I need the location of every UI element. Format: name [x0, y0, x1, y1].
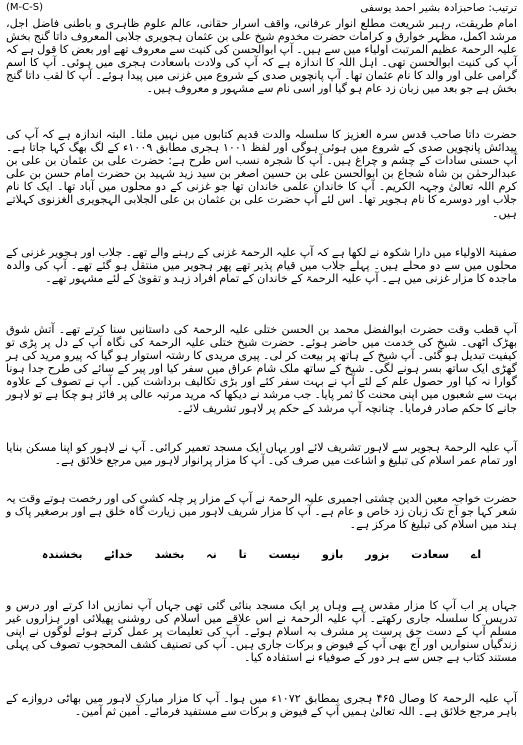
page-header	[6, 0, 517, 16]
paragraph-origin: صفینۃ الاولیاء میں دارا شکوہ نے لکھا ہے کہ آپ علیہ الرحمۃ غزنی کے رہنے والے تھے۔ جلاب اور ہجویر غزنی کے محلوں میں سے دو محلے ہیں۔ پہلے جلاب میں قیام پذیر تھے پھر ہجویر میں منتقل ہو گئے تھے۔ آپ کی والدہ ماجدہ کا مزار غزنی میں ہے۔ آپ علیہ الرحمۃ کے خاندان کے تمام افراد زہد و تقویٰ کے لئے مشہور تھے۔	[6, 246, 517, 286]
paragraph-lineage: حضرت داتا صاحب قدس سرہ العزیز کا سلسلہ والدت قدیم کتابوں میں نہیں ملتا۔ البتہ اندازہ ہے کہ آپ کی پیدائش پانچویں صدی کے شروع میں ہوئی ہوگی اور لفظ ۱۰۰۱ ہجری مطابق ۱۰۰۹ء کے لگ بھگ کہا جاتا ہے۔ آپ حسنی سادات کے چشم و چراغ ہیں۔ آپ کا شجرہ نسب اس طرح ہے: حضرت علی بن عثمان بن علی بن عبدالرحمٰن بن شاہ شجاع بن ابوالحسن علی بن حسین اصغر بن سید زید شہید بن حضرت امام حسن بن علی کرم اللہ تعالیٰ وجہہ الکریم۔ آپ کا خاندان علمی خاندان تھا جو غزنی کے دو محلوں میں آباد تھا۔ ایک کا نام جلاب اور دوسرے کا نام ہجویر تھا۔ اس لئے آپ حضرت علی بن عثمان بن علی الجلابی الہجویری الغزنوی کہلاتے ہیں۔	[6, 128, 517, 220]
series-tag: (M-C-S)	[6, 2, 43, 13]
paragraph-mosque: جہاں پر اب آپ کا مزار مقدس ہے وہاں پر ایک مسجد بنائی گئی تھی جہاں آپ نمازیں ادا کرتے اور درس و تدریس کا سلسلہ جاری رکھتے۔ آپ علیہ الرحمۃ نے اس علاقے میں اسلام کی روشنی پھیلائی اور ہزاروں غیر مسلم آپ کے دست حق پرست پر مشرف بہ اسلام ہوئے۔ آپ کی تعلیمات پر عمل کرتے ہوئے لوگوں نے اپنی زندگیاں سنواریں اور آج بھی آپ کے فیوض و برکات جاری ہیں۔ آپ کی تصنیف کشف المحجوب تصوف کی پہلی مستند کتاب ہے جس سے ہر دور کے صوفیاء نے استفادہ کیا۔	[6, 599, 517, 665]
paragraph-khwaja: حضرت خواجہ معین الدین چشتی اجمیری علیہ الرحمۃ نے آپ کے مزار پر چلہ کشی کی اور رخصت ہوتے وقت یہ شعر کہا جو آج تک زبان زد خاص و عام ہے۔ آپ کا مزار شریف لاہور میں زیارت گاہ خلق ہے اور برصغیر پاک و ہند میں اسلام کی تبلیغ کا مرکز ہے۔	[6, 492, 517, 532]
paragraph-discipleship: آپ قطب وقت حضرت ابوالفضل محمد بن الحسن ختلی علیہ الرحمۃ کی داستانیں سنا کرتے تھے۔ آتش شوق بھڑک اٹھی۔ شیخ کی خدمت میں حاضر ہوئے۔ حضرت شیخ ختلی علیہ الرحمۃ کی نگاہ آپ کے دل پر پڑی تو کیفیت تبدیل ہو گئی۔ آپ شیخ کے ہاتھ پر بیعت کر لی۔ پیری مریدی کا رشتہ استوار ہو گیا کہ پیرو مرید کی ہر گھڑی ایک ساتھ بسر ہونے لگی۔ شیخ کے ساتھ ملک شام عراق میں سفر کیا اور پیر کے سائے کی طرح جدا ہونا گوارا نہ کیا اور حصول علم کے لئے آپ نے بہت سفر کئے اور بڑی تکالیف برداشت کیں۔ آپ نے تصوف کے علاوہ بہت سے شعبوں میں اپنی محنت کا ثمر پایا۔ جب مرشد نے دیکھا کہ مرید مرتبہ عالی پر فائز ہو چکا ہے تو لاہور جانے کا حکم صادر فرمایا۔ چنانچہ آپ مرشد کے حکم پر لاہور تشریف لائے۔	[6, 323, 517, 415]
paragraph-wisal: آپ علیہ الرحمۃ کا وصال ۴۶۵ ہجری بمطابق ۱۰۷۲ء میں ہوا۔ آپ کا مزار مبارک لاہور میں بھاٹی دروازے کے باہر مرجع خلائق ہے۔ اللہ تعالیٰ ہمیں آپ کے فیوض و برکات سے مستفید فرمائے۔ آمین ثم آمین۔	[6, 692, 517, 719]
persian-verse: اے سعادت بزور بازو نیست تا نہ بخشد خدائے بخشندہ	[41, 548, 482, 561]
paragraph-lahore: آپ علیہ الرحمۃ ہجویر سے لاہور تشریف لائے اور یہاں ایک مسجد تعمیر کرائی۔ آپ نے لاہور کو اپنا مسکن بنایا اور تمام عمر اسلام کی تبلیغ و اشاعت میں صرف کی۔ آپ کا مزار پرانوار لاہور میں مرجع خلائق ہے۔	[6, 441, 517, 468]
paragraph-intro: امام طریقت، رہبر شریعت مطلع انوار عرفانی، واقف اسرار حقانی، عالم علوم ظاہری و باطنی فاضل اجل، مرشد اکمل، مظہر خوارق و کرامات حضرت مخدوم شیخ علی بن عثمان ہجویری جلابی المعروف داتا گنج بخش علیہ الرحمۃ عظیم المرتبت اولیاء میں سے ہیں۔ آپ ابوالحسن کی کنیت سے معروف تھے اور بعض کا قول ہے کہ آپ کی کنیت ابوالحسن تھی۔ اہل اللہ کا اندازہ ہے کہ آپ کی ولادت باسعادت ہجری میں ہوئی۔ آپ کا اسم گرامی علی اور والد کا نام عثمان تھا۔ آپ پانچویں صدی کے شروع میں غزنی میں پیدا ہوئے۔ آپ کا لقب داتا گنج بخش ہے جو بعد میں زبان زد عام ہو گیا اور اسی نام سے مشہور و معروف ہیں۔	[6, 17, 517, 96]
compiler-label: ترتیب: صاحبزادہ بشیر احمد یوسفی	[360, 2, 517, 14]
